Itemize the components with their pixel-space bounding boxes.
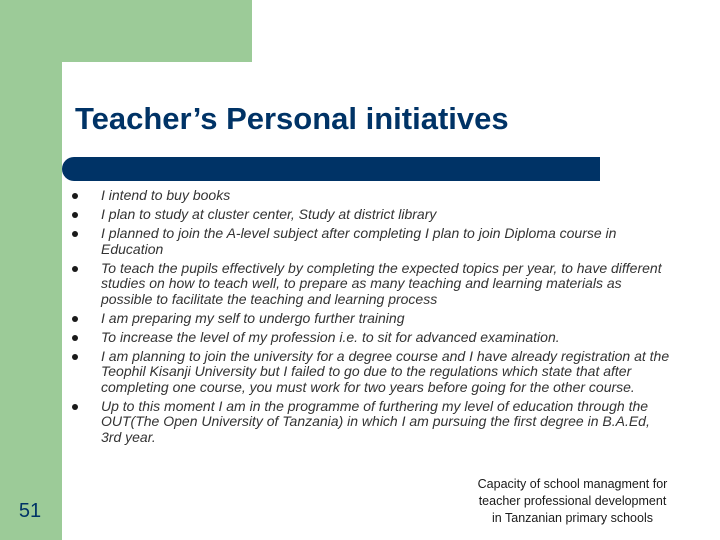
bullet-item <box>70 330 670 345</box>
bullet-dot-icon <box>72 266 78 272</box>
bullet-text: I am preparing my self to undergo further training <box>101 309 405 326</box>
bullet-item <box>70 399 670 445</box>
slide-title: Teacher’s Personal initiatives <box>75 101 509 136</box>
bullet-text: I planned to join the A-level subject after completing I plan to join Diploma course in Education <box>101 225 617 257</box>
bullet-item <box>70 188 670 203</box>
bullet-dot-icon <box>72 212 78 218</box>
bullet-text: I intend to buy books <box>101 187 231 203</box>
bullet-dot-icon <box>72 354 78 360</box>
decorative-green-band-left <box>0 0 62 540</box>
bullet-dot-icon <box>72 316 78 322</box>
title-underline-bar <box>62 157 600 181</box>
bullet-dot-icon <box>72 335 78 341</box>
footer-line: in Tanzanian primary schools <box>492 511 653 525</box>
bullet-text: I plan to study at cluster center, Study at district library <box>101 206 437 223</box>
bullet-item <box>70 349 670 395</box>
bullet-text: I am planning to join the university for a degree course and I have already registration at the Teophil Kisanji University but I failed to go due to the regulations which state that after completing one course, you must work for two years before going for the other course. <box>101 347 670 395</box>
bullet-dot-icon <box>72 193 78 199</box>
bullet-item <box>70 311 670 326</box>
bullet-text: To increase the level of my profession i.e. to sit for advanced examination. <box>101 328 560 345</box>
bullet-text: Up to this moment I am in the programme of furthering my level of education through the OUT(The Open University of Tanzania) in which I am pursuing the first degree in B.A.Ed, 3rd year. <box>101 397 650 445</box>
bullet-list <box>70 188 670 449</box>
bullet-item <box>70 207 670 222</box>
bullet-dot-icon <box>72 231 78 237</box>
slide-number: 51 <box>18 500 42 522</box>
footer-line: Capacity of school managment for <box>477 477 668 491</box>
bullet-text: To teach the pupils effectively by completing the expected topics per year, to have different studies on how to teach well, to prepare as many teaching and learning materials as possible to facilitate the teaching and learning process <box>101 259 662 307</box>
bullet-item <box>70 261 670 307</box>
bullet-dot-icon <box>72 404 78 410</box>
footer-caption <box>440 476 705 527</box>
bullet-item <box>70 226 670 257</box>
footer-line: teacher professional development <box>478 494 667 508</box>
